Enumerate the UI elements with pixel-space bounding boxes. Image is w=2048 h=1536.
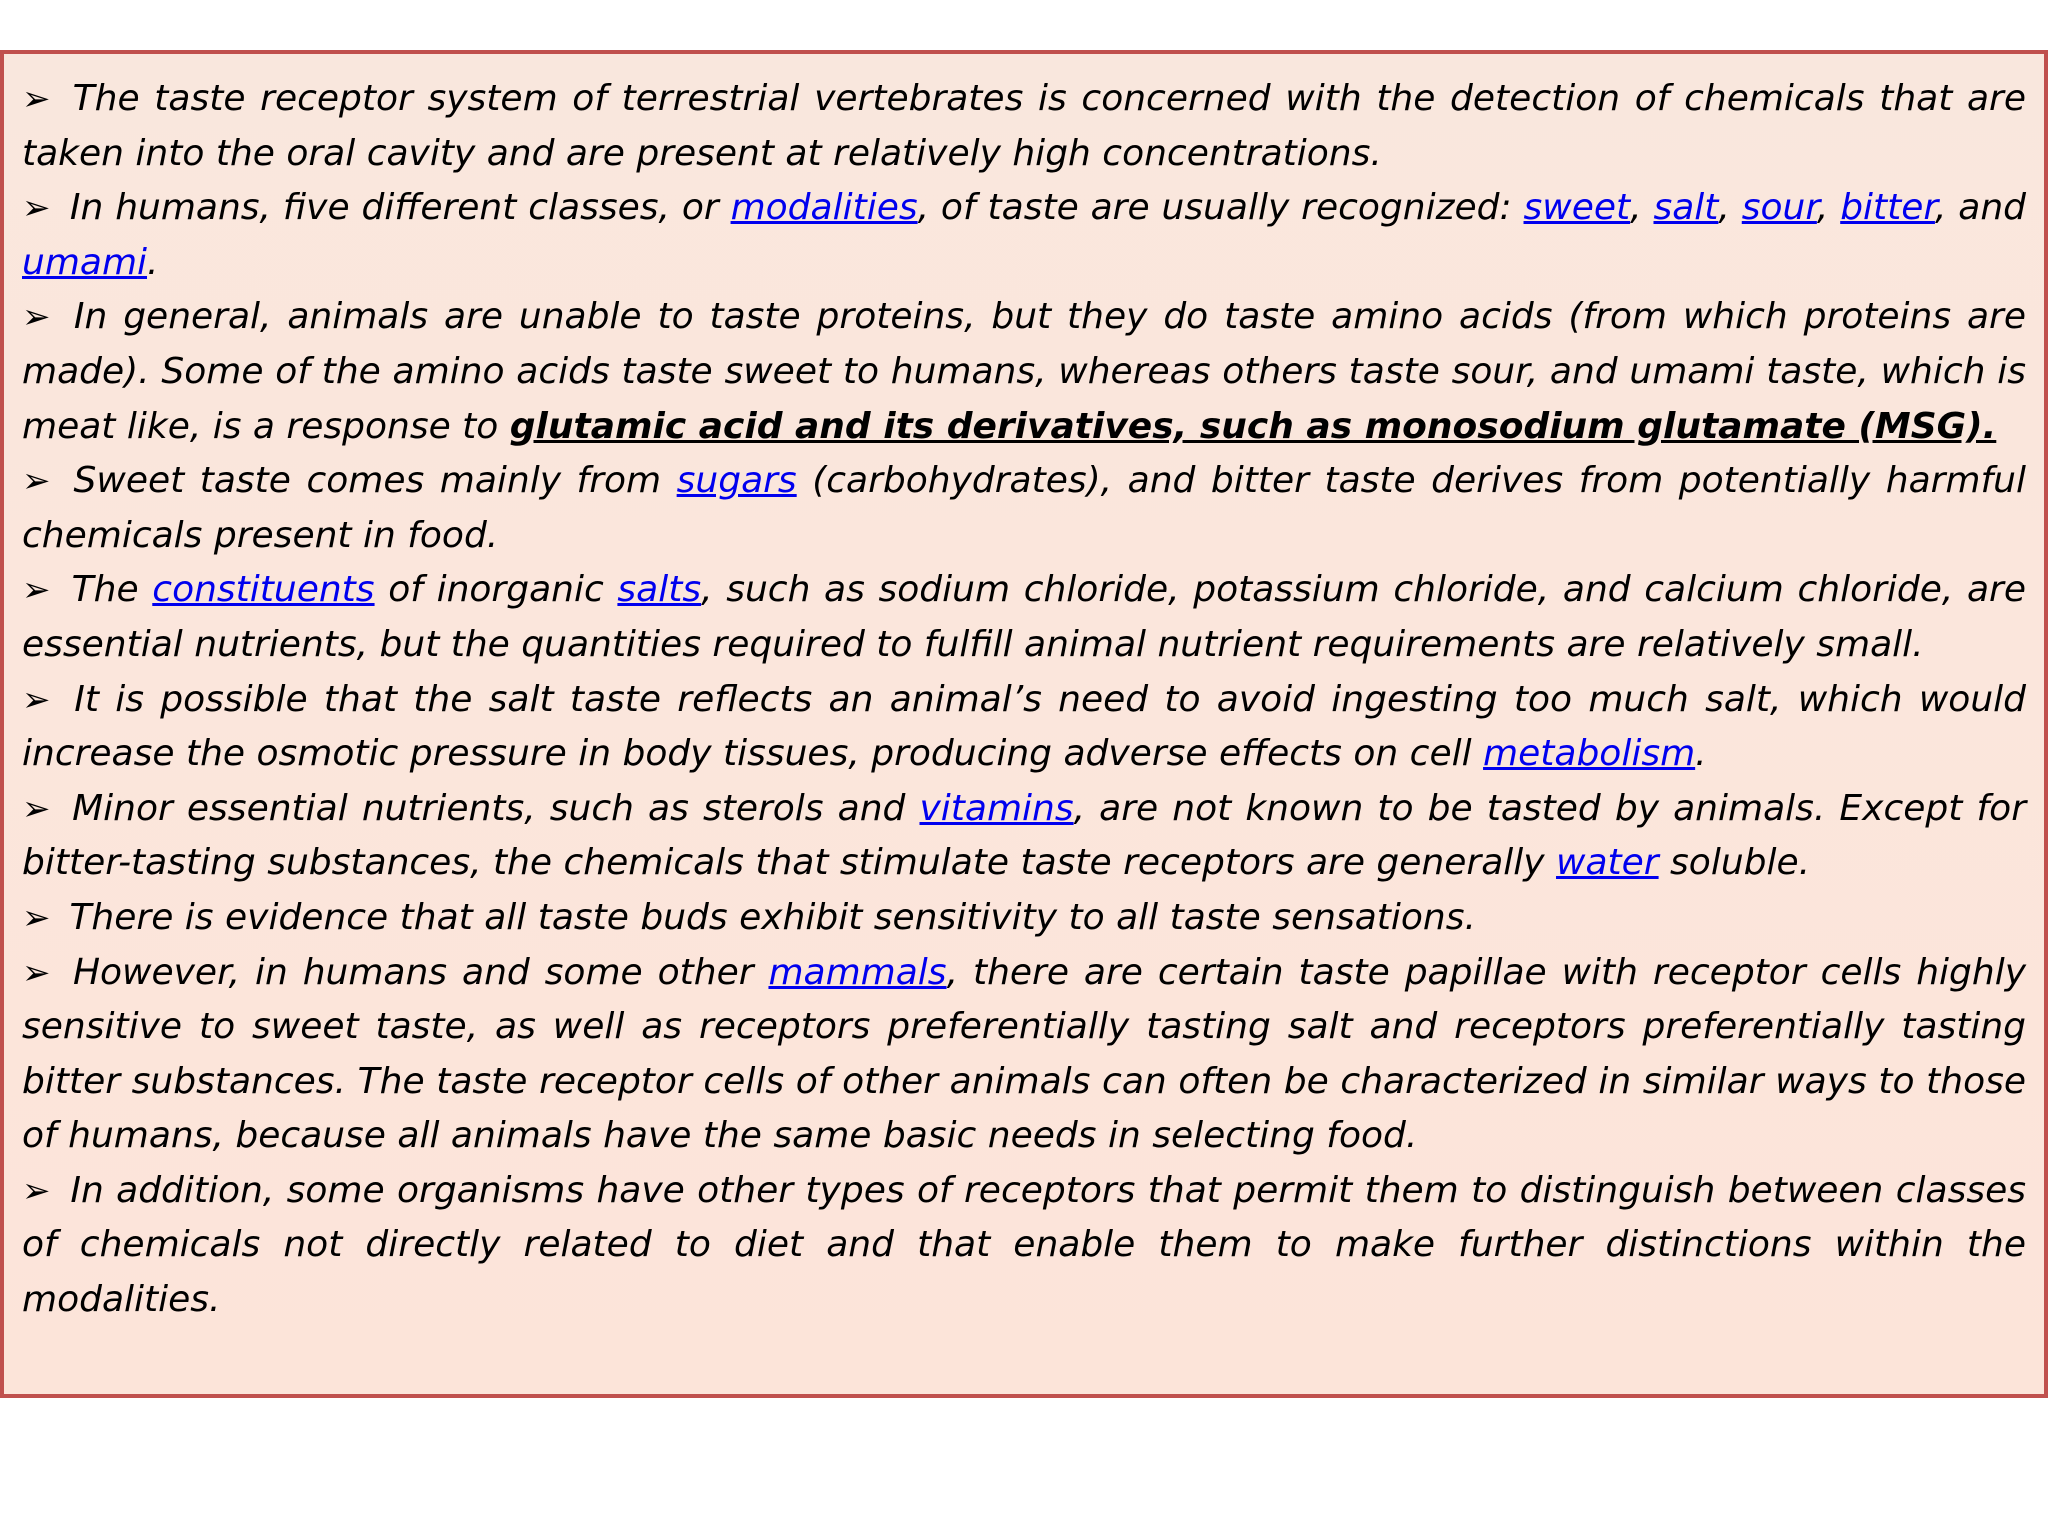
link-constituents[interactable]: constituents: [152, 569, 375, 611]
arrow-bullet-icon: ➢: [22, 788, 51, 829]
bullet-text: ,: [1718, 187, 1742, 229]
bullet-text: of inorganic: [374, 569, 618, 611]
link-salts[interactable]: salts: [617, 569, 702, 611]
bullet-item: [22, 673, 2026, 782]
arrow-bullet-icon: ➢: [22, 1170, 51, 1211]
bullet-item: [22, 1164, 2026, 1328]
bullet-text: In humans, five different classes, or: [58, 187, 731, 229]
link-modalities[interactable]: modalities: [730, 187, 918, 229]
bullet-list: [22, 72, 2026, 1328]
arrow-bullet-icon: ➢: [22, 297, 51, 338]
link-sour[interactable]: sour: [1741, 187, 1817, 229]
content-box: [0, 50, 2048, 1398]
bullet-text: , are not known to be tasted by animals. Except for bitter-tasting substances, the chemicals that stimulate taste receptors are generally: [22, 787, 2026, 884]
link-sugars[interactable]: sugars: [676, 460, 797, 502]
arrow-bullet-icon: ➢: [22, 952, 51, 993]
arrow-bullet-icon: ➢: [22, 79, 51, 119]
bullet-item: [22, 181, 2026, 290]
bullet-text: soluble.: [1658, 842, 1811, 884]
link-metabolism[interactable]: metabolism: [1483, 733, 1696, 775]
emphasis-msg: glutamic acid and its derivatives, such as monosodium glutamate (MSG).: [509, 405, 1997, 447]
link-sweet[interactable]: sweet: [1523, 187, 1631, 229]
link-bitter[interactable]: bitter: [1840, 187, 1935, 229]
link-vitamins[interactable]: vitamins: [919, 787, 1074, 829]
link-water[interactable]: water: [1556, 842, 1659, 884]
arrow-bullet-icon: ➢: [22, 897, 51, 938]
bullet-text: In general, animals are unable to taste proteins, but they do taste amino acids (from which proteins are made). Some of the amino acids taste sweet to humans, whereas others taste sour, and umami taste, which is meat like, is a response to: [22, 296, 2026, 447]
bullet-text: Minor essential nutrients, such as sterols and: [58, 787, 920, 829]
bullet-item: [22, 891, 2026, 946]
bullet-item: [22, 563, 2026, 672]
bullet-text: , there are certain taste papillae with receptor cells highly sensitive to sweet taste, as well as receptors preferentially tasting salt and receptors preferentially tasting bitter substances. The taste receptor cells of other animals can often be characterized in similar ways to those of humans, because all animals have the same basic needs in selecting food.: [22, 951, 2026, 1157]
bullet-text: It is possible that the salt taste reflects an animal’s need to avoid ingesting too much salt, which would increase the osmotic pressure in body tissues, producing adverse effects on cell: [22, 678, 2026, 775]
bullet-text: There is evidence that all taste buds exhibit sensitivity to all taste sensations.: [58, 896, 1476, 938]
bullet-item: [22, 782, 2026, 891]
arrow-bullet-icon: ➢: [22, 679, 51, 720]
arrow-bullet-icon: ➢: [22, 461, 51, 502]
bullet-text: ,: [1816, 187, 1841, 229]
bullet-text: ,: [1630, 187, 1654, 229]
link-salt[interactable]: salt: [1653, 187, 1719, 229]
bullet-text: However, in humans and some other: [58, 951, 769, 993]
bullet-text: , and: [1934, 187, 2027, 229]
bullet-text: , such as sodium chloride, potassium chloride, and calcium chloride, are essential nutrients, but the quantities required to fulfill animal nutrient requirements are relatively small.: [22, 569, 2027, 665]
bullet-text: The: [58, 569, 153, 611]
bullet-text: The taste receptor system of terrestrial vertebrates is concerned with the detection of chemicals that are taken into the oral cavity and are present at relatively high concentrations.: [22, 78, 2026, 174]
bullet-text: .: [147, 241, 159, 283]
link-umami[interactable]: umami: [22, 241, 148, 283]
bullet-item: [22, 454, 2026, 563]
link-mammals[interactable]: mammals: [768, 951, 947, 993]
arrow-bullet-icon: ➢: [22, 188, 51, 229]
bullet-text: In addition, some organisms have other types of receptors that permit them to distinguish between classes of chemicals not directly related to diet and that enable them to make further distinctions within the modalities.: [22, 1169, 2026, 1321]
arrow-bullet-icon: ➢: [22, 570, 51, 611]
bullet-item: [22, 72, 2026, 181]
bullet-text: .: [1695, 733, 1707, 775]
bullet-text: (carbohydrates), and bitter taste derives from potentially harmful chemicals present in food.: [22, 460, 2026, 556]
bullet-item: [22, 290, 2026, 454]
bullet-text: , of taste are usually recognized:: [917, 187, 1524, 229]
bullet-text: Sweet taste comes mainly from: [58, 460, 677, 502]
bullet-item: [22, 946, 2026, 1164]
